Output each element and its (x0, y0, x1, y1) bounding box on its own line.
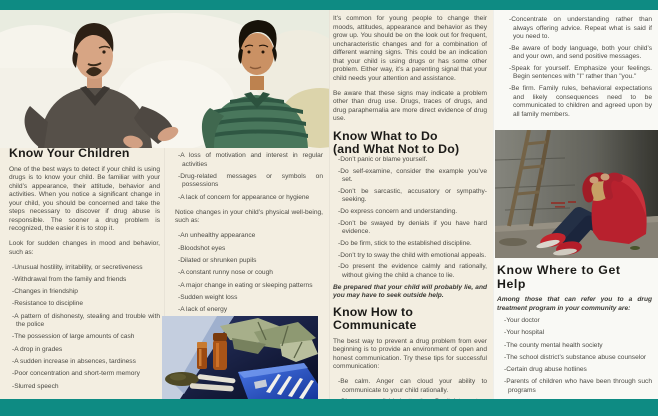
physical-signs-list (175, 232, 323, 314)
list-item: -Do present the evidence calmly and rationally, without giving the child a chance to lie. (338, 263, 487, 279)
list-item: -Don’t panic or blame yourself. (338, 156, 428, 163)
father-son-illustration (0, 10, 329, 148)
bottom-teal-bar (0, 399, 658, 416)
fold-line (493, 10, 494, 399)
drug-paraphernalia-photo (162, 316, 318, 399)
behavior-signs-list-continued (175, 152, 323, 202)
list-item: -A drop in grades (12, 345, 63, 353)
paragraph: Be aware that these signs may indicate a problem other than drug use. Drugs, traces of drugs, and drug paraphernalia are more direct evidence of drug use. (333, 89, 487, 122)
fold-line (329, 10, 330, 399)
list-item: -Speak for yourself. Emphasize your feelings. Begin sentences with "I" rather than "you." (509, 64, 652, 81)
panel-communication-tips-continued (505, 16, 652, 122)
be-prepared-note: Be prepared that your child will probably lie, and you may have to seek outside help. (333, 283, 487, 299)
list-item: -Resistance to discipline (12, 300, 84, 308)
lead-sentence: Notice changes in your child’s physical well-being, such as: (175, 208, 323, 225)
list-item: -Poor concentration and short-term memory (12, 370, 140, 378)
list-item: -A constant runny nose or cough (178, 269, 273, 277)
list-item: -An unhealthy appearance (178, 232, 256, 240)
referral-sources-list (497, 317, 652, 408)
list-item: -Sudden weight loss (178, 293, 238, 301)
list-item: -Be firm. Family rules, behavioral expectations and likely consequences need to be communicated to children and agreed upon by all family members. (509, 85, 652, 118)
list-item: -Changes in friendship (12, 288, 78, 296)
list-item: -Do self-examine, consider the example you’ve set. (338, 167, 487, 184)
behavior-warning-signs-list (9, 264, 160, 392)
list-item: -Be aware of body language, both your child’s and your own, and send positive messages. (509, 44, 652, 61)
distressed-teen-illustration (495, 130, 658, 258)
referral-lead-sentence: Among those that can refer you to a drug treatment program in your community are: (497, 296, 652, 312)
paragraph: It’s common for young people to change their moods, attitudes, appearance and behavior as they grow up. You should be on the look out for frequent, uncharacteristic changes and for a combination of different warning signs. This could be an indication that your child is using drugs or has some other problem. Either way, it’s a parenting signal that your child needs your attention and assistance. (333, 15, 487, 82)
list-item: -A major change in eating or sleeping patterns (178, 281, 313, 289)
dos-and-donts-list (333, 156, 487, 280)
paragraph: The best way to prevent a drug problem from ever beginning is to provide an environment of open and honest communication. Try these tips for successful communication: (333, 337, 487, 370)
list-item: -Don’t be sarcastic, accusatory or sympathy-seeking. (338, 187, 487, 204)
list-item: -Withdrawal from the family and friends (12, 275, 127, 283)
list-item: -Slurred speech (12, 382, 59, 390)
intro-paragraph: One of the best ways to detect if your child is using drugs is to know your child. Be familiar with your child’s appearance, their attitude, behavior and activities. When you notice a significant change in your child, you should be concerned and take the steps necessary to discover if drug abuse is responsible. The sooner a drug problem is recognized, the easier it is to stop it. (9, 165, 160, 232)
list-item: -Concentrate on understanding rather than always offering advice. Repeat what is said if you need to. (509, 16, 652, 40)
list-item: -Drug-related messages or symbols on possessions (178, 172, 323, 189)
list-item: -A sudden increase in absences, tardiness (12, 358, 136, 366)
list-item: -Do be firm, stick to the established discipline. (338, 239, 472, 247)
list-item: -A pattern of dishonesty, stealing and trouble with the police (12, 312, 160, 329)
list-item: -Your hospital (504, 329, 545, 337)
top-teal-bar (0, 0, 658, 10)
list-item: -Dilated or shrunken pupils (178, 256, 257, 264)
lead-sentence: Look for sudden changes in mood and behavior, such as: (9, 240, 160, 256)
list-item: -Don’t be swayed by denials if you have hard evidence. (338, 219, 487, 236)
list-item: -Don’t try to sway the child with emotional appeals. (338, 251, 487, 259)
panel-know-where-to-get-help (497, 264, 652, 412)
panel-know-your-children (9, 147, 160, 395)
communication-tips-list-continued (505, 16, 652, 119)
list-item: -Certain drug abuse hotlines (504, 366, 587, 374)
list-item: -Be calm. Anger can cloud your ability to communicate to your child rationally. (338, 378, 487, 394)
panel-what-to-do (333, 15, 487, 416)
list-item: -The county mental health society (504, 341, 603, 349)
list-item: -Unusual hostility, irritability, or secretiveness (12, 263, 143, 271)
list-item: -The school district’s substance abuse counselor (504, 353, 647, 361)
list-item: -A lack of concern for appearance or hygiene (178, 193, 310, 201)
section-heading-know-how-to-communicate: Know How to Communicate (333, 304, 417, 332)
section-heading-know-your-children: Know Your Children (9, 146, 130, 160)
section-heading-know-what-to-do-line2: (and What Not to Do) (333, 142, 460, 156)
section-heading-know-what-to-do: Know What to Do (333, 129, 438, 143)
list-item: -Parents of children who have been through such programs (504, 378, 652, 394)
list-item: -Your doctor (504, 317, 540, 324)
list-item: -Do express concern and understanding. (338, 208, 458, 216)
list-item: -Bloodshot eyes (178, 244, 226, 252)
drugs-money-illustration (162, 316, 318, 399)
list-item: -The possession of large amounts of cash (12, 333, 135, 341)
section-heading-know-where-to-get-help: Know Where to Get Help (497, 263, 621, 291)
list-item: -A loss of motivation and interest in regular activities (178, 152, 323, 168)
father-son-conversation-photo (0, 10, 329, 148)
distressed-teen-photo (495, 130, 658, 258)
panel-warning-signs-continued (175, 152, 323, 318)
list-item: -A lack of energy (178, 306, 228, 314)
